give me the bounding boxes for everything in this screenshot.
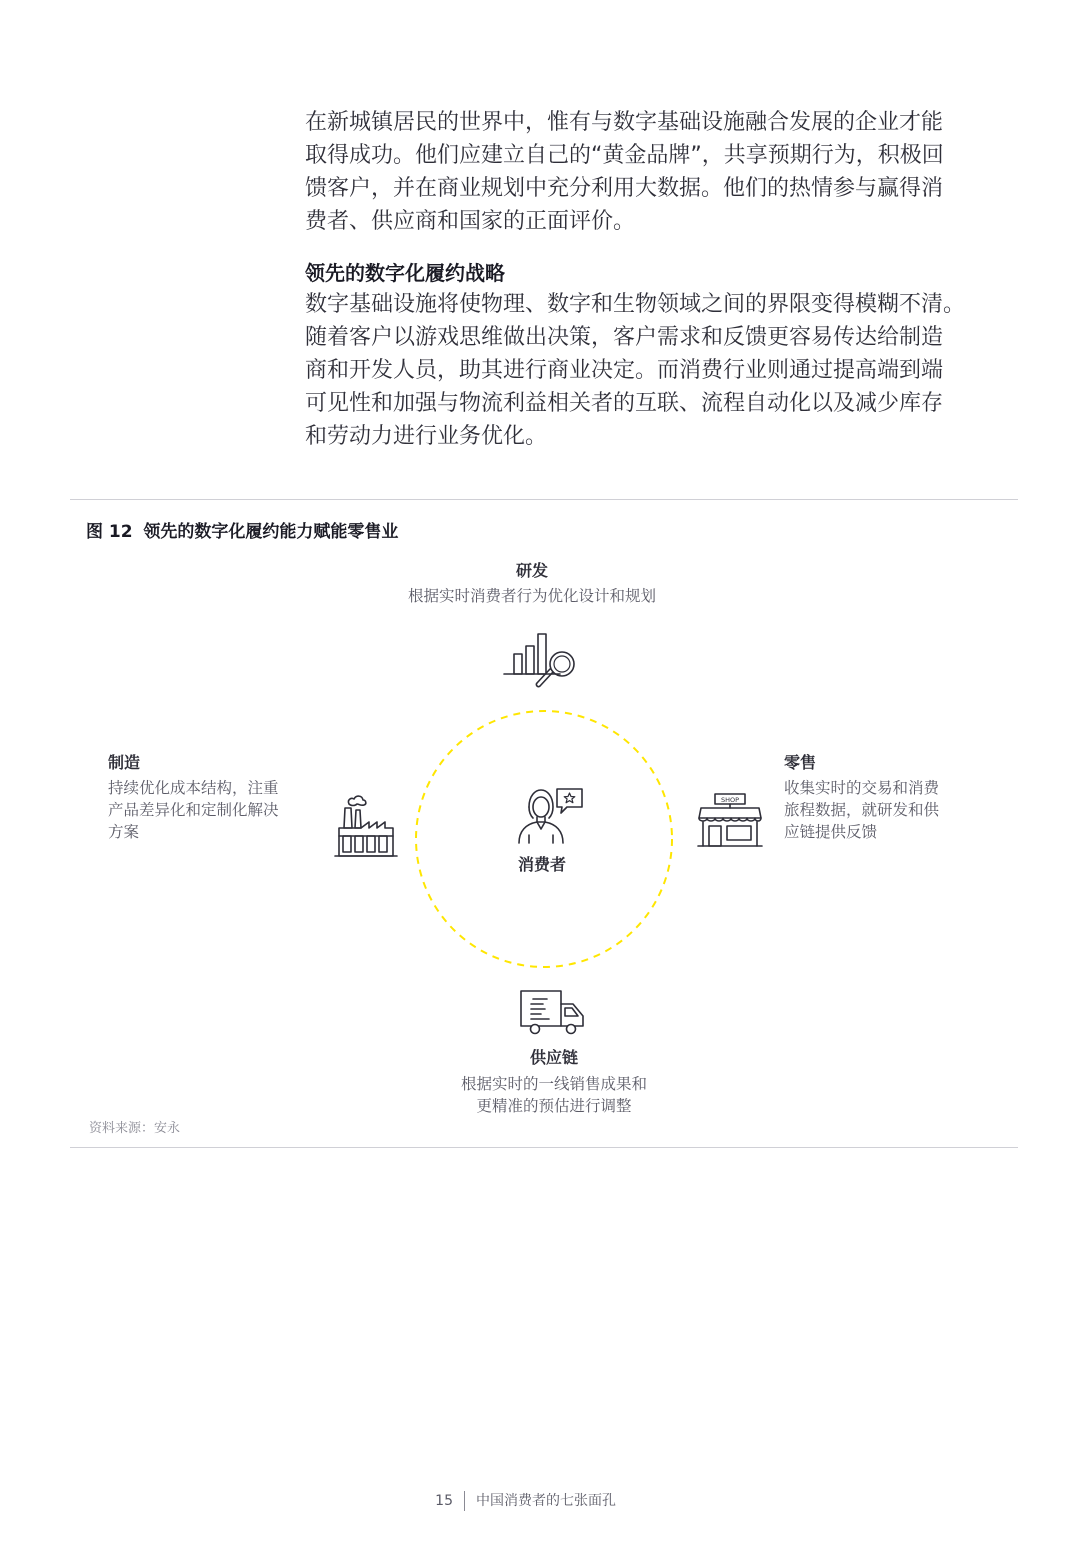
figure-top-divider — [70, 499, 1018, 500]
paragraph-line: 在新城镇居民的世界中，惟有与数字基础设施融合发展的企业才能 — [305, 110, 944, 135]
section-heading: 领先的数字化履约战略 — [305, 261, 505, 285]
manufacturing-description — [108, 777, 328, 843]
figure-caption: 领先的数字化履约能力赋能零售业 — [143, 522, 399, 542]
manufacturing-description-line: 持续优化成本结构，注重 — [108, 779, 279, 797]
delivery-truck-icon — [519, 988, 587, 1036]
page-number: 15 — [435, 1493, 453, 1509]
supply-chain-description — [404, 1073, 704, 1117]
paragraph-line: 可见性和加强与物流利益相关者的互联、流程自动化以及减少库存 — [305, 391, 944, 416]
shop-icon — [697, 792, 763, 850]
paragraph-line: 馈客户，并在商业规划中充分利用大数据。他们的热情参与赢得消 — [305, 176, 944, 201]
intro-paragraph — [305, 106, 1025, 238]
consumer-label: 消费者 — [517, 855, 566, 874]
bar-chart-magnifier-icon — [502, 630, 582, 700]
supply-chain-description-line: 根据实时的一线销售成果和 — [460, 1075, 647, 1093]
paragraph-line: 随着客户以游戏思维做出决策，客户需求和反馈更容易传达给制造 — [305, 325, 944, 350]
retail-description — [784, 777, 1004, 843]
rnd-description — [372, 585, 692, 607]
retail-description-line: 旅程数据，就研发和供 — [784, 801, 940, 819]
paragraph-line: 取得成功。他们应建立自己的“黄金品牌”，共享预期行为，积极回 — [305, 143, 944, 168]
page-footer — [0, 1490, 1080, 1512]
rnd-title: 研发 — [515, 561, 548, 580]
supply-chain-title: 供应链 — [529, 1048, 578, 1067]
shop-sign-text: SHOP — [720, 796, 740, 804]
retail-title: 零售 — [784, 753, 817, 772]
paragraph-line: 商和开发人员，助其进行商业决定。而消费行业则通过提高端到端 — [305, 358, 944, 383]
manufacturing-description-line: 方案 — [108, 823, 140, 841]
footer-document-title: 中国消费者的七张面孔 — [476, 1493, 616, 1509]
manufacturing-description-line: 产品差异化和定制化解决 — [108, 801, 279, 819]
figure-source: 资料来源：安永 — [89, 1121, 181, 1136]
retail-description-line: 应链提供反馈 — [784, 823, 878, 841]
manufacturing-title: 制造 — [108, 753, 141, 772]
rnd-description-line: 根据实时消费者行为优化设计和规划 — [407, 587, 656, 605]
retail-description-line: 收集实时的交易和消费 — [784, 779, 940, 797]
figure-bottom-divider — [70, 1147, 1018, 1148]
section-paragraph — [305, 288, 1025, 453]
paragraph-line: 数字基础设施将使物理、数字和生物领域之间的界限变得模糊不清。 — [305, 292, 966, 317]
footer-separator — [464, 1491, 465, 1511]
figure-title — [86, 519, 398, 545]
factory-icon — [333, 792, 399, 862]
paragraph-line: 和劳动力进行业务优化。 — [305, 424, 548, 449]
supply-chain-description-line: 更精准的预估进行调整 — [476, 1097, 632, 1115]
figure-label: 图 12 — [86, 522, 133, 542]
paragraph-line: 费者、供应商和国家的正面评价。 — [305, 209, 636, 234]
consumer-icon — [515, 785, 587, 847]
